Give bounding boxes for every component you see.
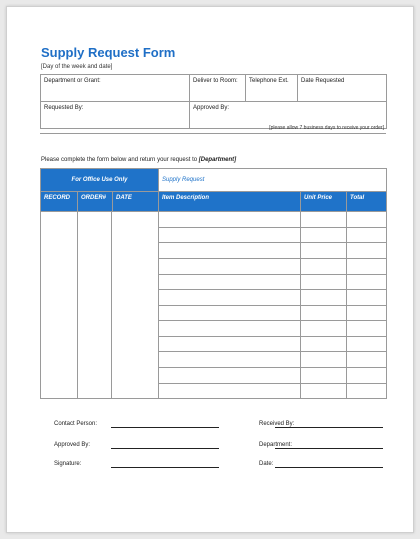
date-requested-field[interactable]: Date Requested xyxy=(298,75,387,102)
column-header-item-description: Item Description xyxy=(159,192,301,212)
total-cell[interactable] xyxy=(347,367,387,383)
office-use-band: For Office Use Only xyxy=(41,169,159,192)
instruction-department[interactable]: [Department] xyxy=(198,157,237,163)
approved-by-field[interactable]: Approved By: xyxy=(190,102,387,129)
instruction-text xyxy=(41,157,236,163)
department-field[interactable]: Department or Grant: xyxy=(41,75,190,102)
total-cell[interactable] xyxy=(347,227,387,243)
contact-person-line[interactable] xyxy=(111,427,219,428)
unit-price-cell[interactable] xyxy=(301,290,347,306)
supply-request-table xyxy=(40,168,387,399)
department-line[interactable] xyxy=(275,448,383,449)
item-description-cell[interactable] xyxy=(159,243,301,259)
unit-price-cell[interactable] xyxy=(301,227,347,243)
date-label: Date: xyxy=(259,461,274,467)
item-description-cell[interactable] xyxy=(159,305,301,321)
instruction-prefix: Please complete the form below and return your request to xyxy=(41,157,199,163)
total-cell[interactable] xyxy=(347,321,387,337)
column-header-order: ORDER# xyxy=(78,192,113,212)
column-header-record: RECORD xyxy=(41,192,78,212)
total-cell[interactable] xyxy=(347,243,387,259)
form-title: Supply Request Form xyxy=(41,45,176,60)
total-cell[interactable] xyxy=(347,336,387,352)
unit-price-cell[interactable] xyxy=(301,212,347,228)
unit-price-cell[interactable] xyxy=(301,336,347,352)
telephone-ext-field[interactable]: Telephone Ext. xyxy=(246,75,298,102)
total-cell[interactable] xyxy=(347,290,387,306)
approved-by-line[interactable] xyxy=(111,448,219,449)
header-fields-table xyxy=(40,74,387,129)
total-cell[interactable] xyxy=(347,305,387,321)
unit-price-cell[interactable] xyxy=(301,352,347,368)
item-description-cell[interactable] xyxy=(159,290,301,306)
column-header-total: Total xyxy=(347,192,387,212)
total-cell[interactable] xyxy=(347,274,387,290)
office-use-area[interactable] xyxy=(41,212,159,399)
department-label: Department: xyxy=(259,442,293,448)
item-description-cell[interactable] xyxy=(159,383,301,399)
item-description-cell[interactable] xyxy=(159,321,301,337)
unit-price-cell[interactable] xyxy=(301,367,347,383)
form-date-placeholder[interactable]: [Day of the week and date] xyxy=(41,64,113,70)
total-cell[interactable] xyxy=(347,383,387,399)
received-by-label: Received By: xyxy=(259,421,295,427)
item-description-cell[interactable] xyxy=(159,352,301,368)
item-description-cell[interactable] xyxy=(159,258,301,274)
unit-price-cell[interactable] xyxy=(301,321,347,337)
unit-price-cell[interactable] xyxy=(301,305,347,321)
approved-by-label: Approved By: xyxy=(54,442,91,448)
item-description-cell[interactable] xyxy=(159,336,301,352)
table-row xyxy=(41,212,387,228)
unit-price-cell[interactable] xyxy=(301,274,347,290)
form-page xyxy=(6,6,414,533)
total-cell[interactable] xyxy=(347,258,387,274)
item-rows xyxy=(41,212,387,399)
item-description-cell[interactable] xyxy=(159,227,301,243)
date-line[interactable] xyxy=(275,467,383,468)
item-description-cell[interactable] xyxy=(159,274,301,290)
total-cell[interactable] xyxy=(347,352,387,368)
item-description-cell[interactable] xyxy=(159,212,301,228)
supply-request-band: Supply Request xyxy=(159,169,387,192)
column-header-unit-price: Unit Price xyxy=(301,192,347,212)
total-cell[interactable] xyxy=(347,212,387,228)
item-description-cell[interactable] xyxy=(159,367,301,383)
unit-price-cell[interactable] xyxy=(301,383,347,399)
column-header-date: DATE xyxy=(113,192,159,212)
signature-line[interactable] xyxy=(111,467,219,468)
received-by-line[interactable] xyxy=(275,427,383,428)
unit-price-cell[interactable] xyxy=(301,243,347,259)
deliver-to-room-field[interactable]: Deliver to Room: xyxy=(190,75,246,102)
signature-label: Signature: xyxy=(54,461,82,467)
unit-price-cell[interactable] xyxy=(301,258,347,274)
delivery-note: [please allow 7 business days to receive your order] xyxy=(40,125,386,134)
contact-person-label: Contact Person: xyxy=(54,421,98,427)
requested-by-field[interactable]: Requested By: xyxy=(41,102,190,129)
